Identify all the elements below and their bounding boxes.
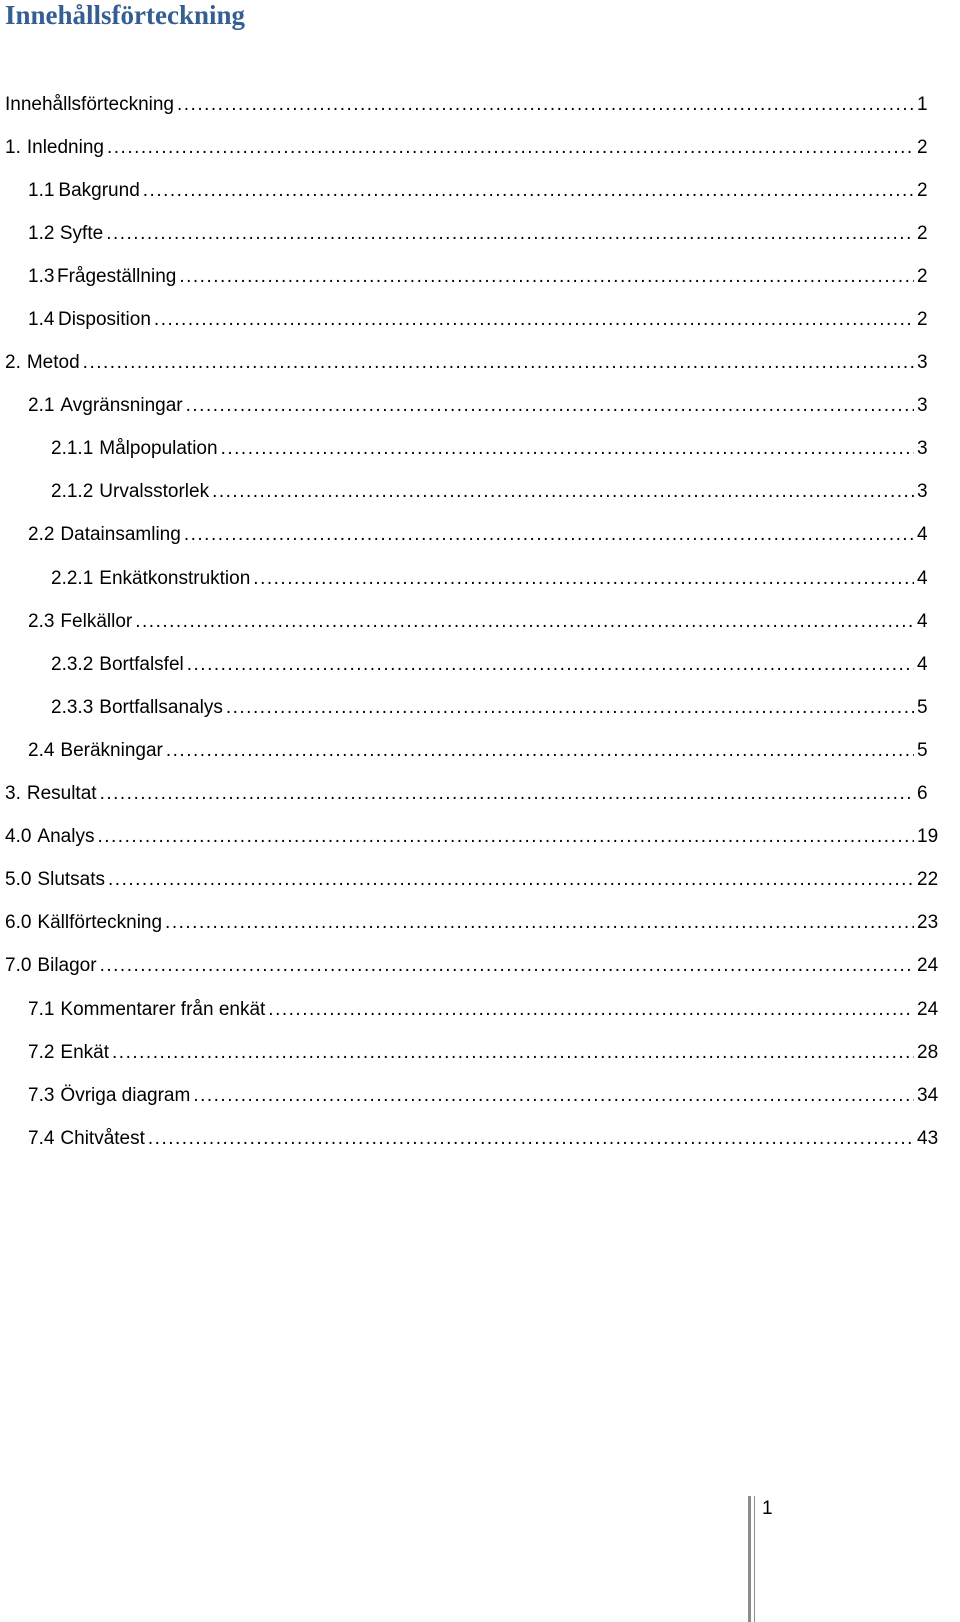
entry-page-number: 3 (917, 395, 928, 417)
entry-number: 2.1.2 (51, 481, 94, 503)
entry-page-number: 5 (917, 739, 928, 761)
dot-leader (107, 137, 914, 159)
entry-page-number: 4 (917, 610, 928, 632)
entry-title: Chitvåtest (60, 1127, 145, 1149)
entry-title: Bakgrund (58, 179, 140, 201)
entry-title: Resultat (26, 783, 97, 805)
entry-number: 2. (5, 352, 21, 374)
entry-number: 2.3 (28, 610, 55, 632)
entry-title: Slutsats (37, 869, 106, 891)
dot-leader (148, 1128, 914, 1150)
entry-page-number: 6 (917, 783, 928, 805)
entry-number: 7.2 (28, 1041, 55, 1063)
entry-number: 1.1 (28, 179, 55, 201)
toc-entry-inledning[interactable] (0, 126, 960, 169)
entry-page-number: 4 (917, 567, 928, 589)
entry-number: 1.2 (28, 222, 55, 244)
dot-leader (186, 395, 914, 417)
entry-page-number: 24 (917, 998, 939, 1020)
dot-leader (100, 955, 914, 977)
entry-number: 7.1 (28, 998, 55, 1020)
entry-number: 2.1 (28, 395, 55, 417)
dot-leader (212, 481, 914, 503)
entry-title: Datainsamling (60, 524, 181, 546)
toc-list (0, 83, 960, 1160)
entry-title: Innehållsförteckning (5, 93, 174, 115)
toc-entry-syfte[interactable] (0, 212, 960, 255)
dot-leader (97, 826, 914, 848)
entry-number: 7.0 (5, 955, 32, 977)
entry-title: Bilagor (37, 955, 97, 977)
toc-entry-malpopulation[interactable] (0, 428, 960, 471)
toc-entry-datainsamling[interactable] (0, 514, 960, 557)
entry-number: 2.4 (28, 739, 55, 761)
toc-heading: Innehållsförteckning (5, 0, 246, 30)
entry-number: 2.1.1 (51, 438, 94, 460)
entry-title: Felkällor (60, 610, 133, 632)
toc-entry-berakningar[interactable] (0, 729, 960, 772)
entry-number: 2.3.3 (51, 696, 94, 718)
toc-entry-innehallsforteckning[interactable] (0, 83, 960, 126)
entry-number: 1. (5, 136, 21, 158)
dot-leader (100, 783, 914, 805)
entry-title: Bortfalsfel (99, 653, 184, 675)
entry-number: 6.0 (5, 912, 32, 934)
footer-rule-thin (754, 1496, 755, 1622)
entry-title: Inledning (26, 136, 104, 158)
entry-page-number: 2 (917, 222, 928, 244)
dot-leader (108, 869, 914, 891)
toc-entry-fragestallning[interactable] (0, 255, 960, 298)
entry-number: 1.4 (28, 309, 55, 331)
entry-title: Frågeställning (56, 265, 177, 287)
entry-page-number: 2 (917, 136, 928, 158)
entry-title: Bortfallsanalys (99, 696, 223, 718)
entry-title: Källförteckning (37, 912, 163, 934)
entry-page-number: 5 (917, 696, 928, 718)
entry-page-number: 43 (917, 1127, 939, 1149)
toc-entry-bortfallsanalys[interactable] (0, 686, 960, 729)
entry-page-number: 3 (917, 438, 928, 460)
entry-page-number: 19 (917, 826, 939, 848)
entry-title: Avgränsningar (60, 395, 183, 417)
entry-number: 7.4 (28, 1127, 55, 1149)
entry-page-number: 34 (917, 1084, 939, 1106)
entry-title: Disposition (57, 309, 151, 331)
entry-number: 3. (5, 783, 21, 805)
toc-entry-urvalsstorlek[interactable] (0, 471, 960, 514)
toc-entry-kallforteckning[interactable] (0, 902, 960, 945)
dot-leader (106, 223, 914, 245)
entry-page-number: 4 (917, 653, 928, 675)
toc-entry-slutsats[interactable] (0, 859, 960, 902)
page-number: 1 (762, 1498, 773, 1519)
entry-page-number: 3 (917, 481, 928, 503)
entry-page-number: 2 (917, 265, 928, 287)
toc-entry-enkatkonstruktion[interactable] (0, 557, 960, 600)
toc-entry-bakgrund[interactable] (0, 169, 960, 212)
dot-leader (154, 309, 914, 331)
entry-page-number: 23 (917, 912, 939, 934)
entry-page-number: 22 (917, 869, 939, 891)
entry-title: Urvalsstorlek (99, 481, 210, 503)
dot-leader (165, 912, 914, 934)
entry-number: 2.2 (28, 524, 55, 546)
dot-leader (268, 999, 914, 1021)
footer-rule (748, 1496, 751, 1622)
entry-page-number: 2 (917, 179, 928, 201)
toc-entry-analys[interactable] (0, 816, 960, 859)
toc-entry-bortfalsfel[interactable] (0, 643, 960, 686)
dot-leader (184, 524, 914, 546)
entry-title: Enkät (60, 1041, 110, 1063)
entry-page-number: 4 (917, 524, 928, 546)
entry-number: 2.3.2 (51, 653, 94, 675)
toc-entry-avgransningar[interactable] (0, 385, 960, 428)
entry-page-number: 24 (917, 955, 939, 977)
dot-leader (177, 94, 914, 116)
toc-entry-chitvatest[interactable] (0, 1117, 960, 1160)
toc-entry-metod[interactable] (0, 342, 960, 385)
dot-leader (135, 611, 914, 633)
entry-page-number: 28 (917, 1041, 939, 1063)
toc-entry-enkat[interactable] (0, 1031, 960, 1074)
entry-title: Analys (37, 826, 95, 848)
entry-title: Kommentarer från enkät (60, 998, 266, 1020)
toc-entry-ovriga-diagram[interactable] (0, 1074, 960, 1117)
entry-title: Övriga diagram (60, 1084, 191, 1106)
entry-title: Enkätkonstruktion (99, 567, 251, 589)
entry-title: Målpopulation (99, 438, 218, 460)
entry-title: Syfte (59, 222, 104, 244)
entry-number: 5.0 (5, 869, 32, 891)
entry-title: Beräkningar (60, 739, 163, 761)
entry-title: Metod (26, 352, 80, 374)
dot-leader (166, 740, 914, 762)
entry-number: 2.2.1 (51, 567, 94, 589)
entry-number: 7.3 (28, 1084, 55, 1106)
toc-entry-bilagor[interactable] (0, 945, 960, 988)
dot-leader (83, 352, 914, 374)
entry-page-number: 3 (917, 352, 928, 374)
entry-page-number: 1 (917, 93, 928, 115)
dot-leader (221, 438, 914, 460)
dot-leader (179, 266, 914, 288)
toc-entry-disposition[interactable] (0, 298, 960, 341)
toc-entry-felkallor[interactable] (0, 600, 960, 643)
dot-leader (193, 1085, 914, 1107)
toc-entry-resultat[interactable] (0, 773, 960, 816)
toc-entry-kommentarer-fran-enkat[interactable] (0, 988, 960, 1031)
dot-leader (253, 568, 914, 590)
entry-number: 4.0 (5, 826, 32, 848)
dot-leader (112, 1042, 914, 1064)
entry-number: 1.3 (28, 265, 55, 287)
entry-page-number: 2 (917, 309, 928, 331)
dot-leader (226, 697, 914, 719)
dot-leader (187, 654, 914, 676)
dot-leader (143, 180, 914, 202)
